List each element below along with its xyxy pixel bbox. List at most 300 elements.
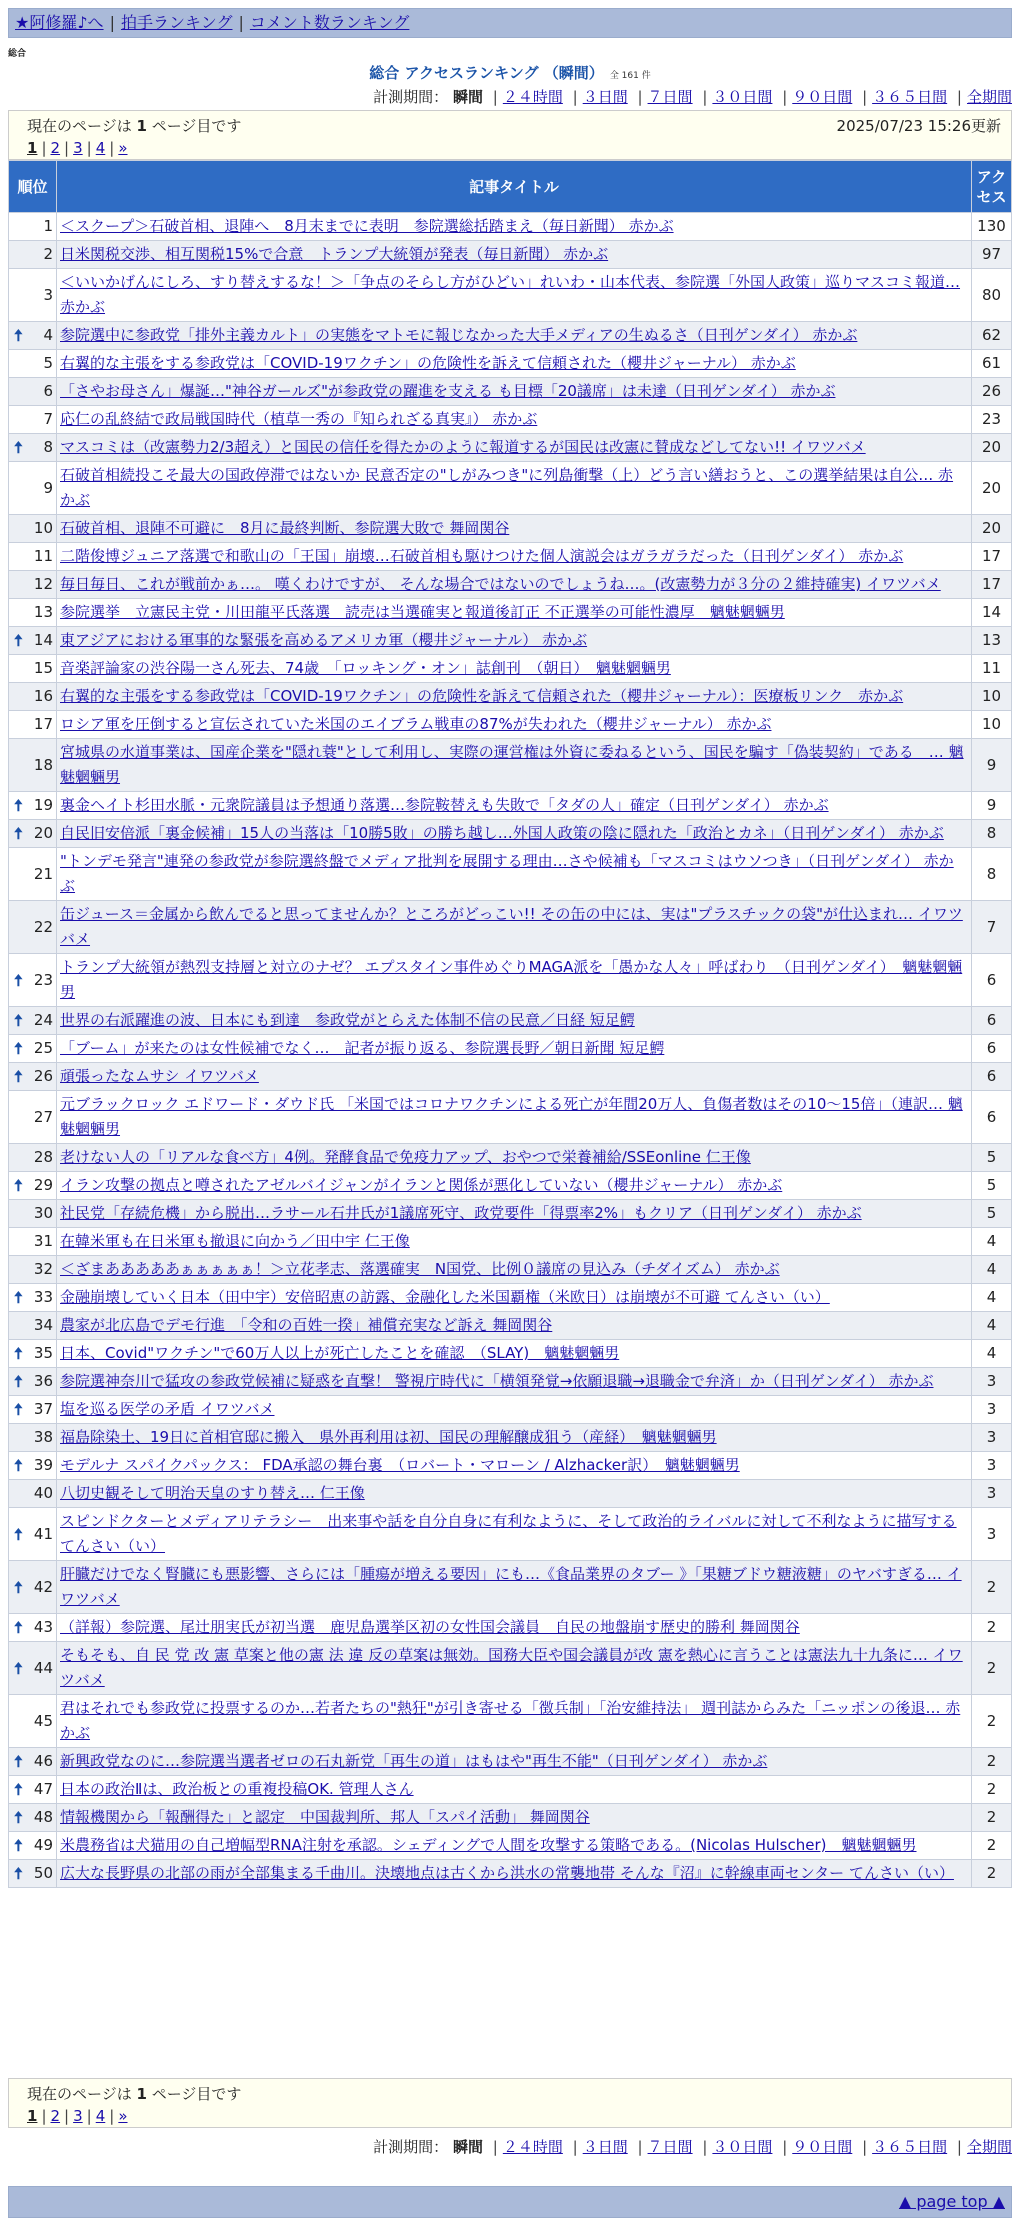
rank-number: 2 — [43, 245, 53, 263]
period-link[interactable]: ３０日間 — [712, 2138, 773, 2156]
title-cell — [57, 1424, 972, 1452]
up-arrow-icon: 🠅 — [14, 970, 23, 990]
title-cell — [57, 1256, 972, 1284]
table-row — [9, 1480, 1012, 1508]
rank-number: 48 — [33, 1808, 53, 1826]
page-info-top — [8, 110, 1012, 160]
access-count: 9 — [972, 792, 1012, 820]
rank-number: 33 — [33, 1288, 53, 1306]
article-link[interactable]: ロシア軍を圧倒すると宣伝されていた米国のエイブラム戦車の87%が失われた（櫻井ジャーナル） 赤かぶ — [60, 715, 772, 733]
access-count: 3 — [972, 1480, 1012, 1508]
table-row — [9, 1748, 1012, 1776]
article-link[interactable]: 世界の右派躍進の波、日本にも到達 参政党がとらえた体制不信の民意／日経 短足鰐 — [60, 1011, 635, 1029]
access-count: 5 — [972, 1144, 1012, 1172]
article-link[interactable]: ＜ざまあああああぁぁぁぁぁ！＞立花孝志、落選確実 N国党、比例０議席の見込み（チダイズム） 赤かぶ — [60, 1260, 780, 1278]
rank-cell — [9, 1804, 57, 1832]
article-link[interactable]: 東アジアにおける軍事的な緊張を高めるアメリカ軍（櫻井ジャーナル） 赤かぶ — [60, 631, 588, 649]
article-link[interactable]: 金融崩壊していく日本（田中宇）安倍昭恵の訪露、金融化した米国覇権（米欧日）は崩壊が不可避 てんさい（い） — [60, 1288, 830, 1306]
rank-cell — [9, 1480, 57, 1508]
article-link[interactable]: 宮城県の水道事業は、国産企業を"隠れ蓑"として利用し、実際の運営権は外資に委ねるという、国民を騙す「偽装契約」である … 魑魅魍魎男 — [60, 743, 964, 786]
rank-number: 41 — [33, 1524, 53, 1543]
access-count: 8 — [972, 848, 1012, 901]
rank-cell — [9, 1256, 57, 1284]
up-arrow-icon: 🠅 — [14, 1176, 23, 1195]
table-row — [9, 1007, 1012, 1035]
title-cell — [57, 406, 972, 434]
rank-number: 24 — [33, 1011, 53, 1029]
rank-cell — [9, 792, 57, 820]
article-link[interactable]: 毎日毎日、これが戦前かぁ…。 嘆くわけですが、 そんな場合ではないのでしょうね…。(改憲勢力が３分の２維持確実) イワツバメ — [60, 575, 941, 593]
access-count: 13 — [972, 627, 1012, 655]
article-link[interactable]: 福島除染土、19日に首相官邸に搬入 県外再利用は初、国民の理解醸成狙う（産経） 魑魅魍魎男 — [60, 1428, 717, 1446]
rank-number: 29 — [33, 1176, 53, 1194]
period-current: 瞬間 — [452, 2138, 483, 2156]
pager-current: 1 — [27, 2107, 38, 2125]
rank-cell — [9, 848, 57, 901]
title-cell — [57, 350, 972, 378]
title-cell — [57, 739, 972, 792]
title-cell — [57, 1804, 972, 1832]
access-count: 3 — [972, 1368, 1012, 1396]
table-row — [9, 901, 1012, 954]
current-page-text — [27, 2083, 993, 2105]
rank-number: 38 — [33, 1428, 53, 1446]
article-link[interactable]: 参院選中に参政党「排外主義カルト」の実態をマトモに報じなかった大手メディアの生ぬるさ（日刊ゲンダイ） 赤かぶ — [60, 326, 858, 344]
access-count: 6 — [972, 1035, 1012, 1063]
period-link[interactable]: ３６５日間 — [872, 2138, 948, 2156]
up-arrow-icon: 🠅 — [14, 631, 23, 650]
rank-number: 30 — [33, 1204, 53, 1222]
table-row — [9, 1312, 1012, 1340]
access-count: 6 — [972, 1007, 1012, 1035]
article-link[interactable]: 農家が北広島でデモ行進 「令和の百姓一揆」補償充実など訴え 舞岡関谷 — [60, 1316, 553, 1334]
period-link[interactable]: ３６５日間 — [872, 88, 948, 106]
article-link[interactable]: 在韓米軍も在日米軍も撤退に向かう／田中宇 仁王像 — [60, 1232, 410, 1250]
header-rank: 順位 — [9, 161, 57, 213]
rank-cell — [9, 1396, 57, 1424]
access-count: 17 — [972, 543, 1012, 571]
clap-ranking-link[interactable]: 拍手ランキング — [120, 13, 233, 32]
access-count: 5 — [972, 1200, 1012, 1228]
article-link[interactable]: 石破首相続投こそ最大の国政停滞ではないか 民意否定の"しがみつき"に列島衝撃（上）どう言い繕おうと、この選挙結果は自公… 赤かぶ — [60, 466, 954, 509]
rank-number: 44 — [33, 1658, 53, 1677]
access-count: 130 — [972, 213, 1012, 241]
title-cell — [57, 599, 972, 627]
ranking-table — [8, 160, 1012, 1888]
article-link[interactable]: そもそも、自 民 党 改 憲 草案と他の憲 法 違 反の草案は無効。国務大臣や国会議員が改 憲を熱心に言うことは憲法九十九条に… イワツバメ — [60, 1646, 963, 1689]
article-link[interactable]: 八切史観そして明治天皇のすり替え… 仁王像 — [60, 1484, 365, 1502]
rank-cell — [9, 378, 57, 406]
pager-current: 1 — [27, 139, 38, 157]
rank-cell — [9, 1695, 57, 1748]
rank-number: 4 — [43, 326, 53, 344]
article-link[interactable]: マスコミは（改憲勢力2/3超え）と国民の信任を得たかのように報道するが国民は改憲に賛成などしてない!! イワツバメ — [60, 438, 866, 456]
rank-number: 46 — [33, 1752, 53, 1770]
up-arrow-icon: 🠅 — [14, 1658, 23, 1678]
rank-number: 28 — [33, 1148, 53, 1166]
updated-timestamp: 2025/07/23 15:26更新 — [836, 117, 1001, 135]
article-link[interactable]: 右翼的な主張をする参政党は「COVID-19ワクチン」の危険性を訴えて信頼された（櫻井ジャーナル） 赤かぶ — [60, 354, 796, 372]
access-count: 2 — [972, 1776, 1012, 1804]
table-row — [9, 848, 1012, 901]
access-count: 2 — [972, 1642, 1012, 1695]
article-link[interactable]: 応仁の乱終結で政局戦国時代（植草一秀の『知られざる真実』） 赤かぶ — [60, 410, 538, 428]
rank-cell — [9, 269, 57, 322]
title-cell — [57, 543, 972, 571]
title-cell — [57, 1312, 972, 1340]
article-link[interactable]: （詳報）参院選、尾辻朋実氏が初当選 鹿児島選挙区初の女性国会議員 自民の地盤崩す歴史的勝利 舞岡関谷 — [60, 1618, 800, 1636]
rank-number: 37 — [33, 1400, 53, 1418]
article-link[interactable]: 日米関税交渉、相互関税15%で合意 トランプ大統領が発表（毎日新聞） 赤かぶ — [60, 245, 609, 263]
title-cell — [57, 1340, 972, 1368]
table-row — [9, 1396, 1012, 1424]
page-text-pre: 現在のページは — [27, 2085, 137, 2103]
period-link[interactable]: ２４時間 — [502, 2138, 563, 2156]
rank-number: 40 — [33, 1484, 53, 1502]
table-row — [9, 213, 1012, 241]
rank-cell — [9, 655, 57, 683]
rank-cell — [9, 434, 57, 462]
rank-cell — [9, 627, 57, 655]
title-cell — [57, 213, 972, 241]
title-cell — [57, 571, 972, 599]
article-link[interactable]: ＜いいかげんにしろ、すり替えするな！＞「争点のそらし方がひどい」れいわ・山本代表、参院選「外国人政策」巡りマスコミ報道… 赤かぶ — [60, 273, 961, 316]
rank-cell — [9, 1172, 57, 1200]
article-link[interactable]: 参院選挙 立憲民主党・川田龍平氏落選 読売は当選確実と報道後訂正 不正選挙の可能性濃厚 魑魅魍魎男 — [60, 603, 785, 621]
access-count: 2 — [972, 1614, 1012, 1642]
title-cell — [57, 1614, 972, 1642]
table-row — [9, 462, 1012, 515]
access-count: 23 — [972, 406, 1012, 434]
pager-link[interactable]: 2 — [50, 139, 61, 157]
page-text-post: ページ目です — [146, 117, 242, 135]
period-link[interactable]: ９０日間 — [792, 88, 853, 106]
access-count: 4 — [972, 1340, 1012, 1368]
table-row — [9, 1063, 1012, 1091]
rank-number: 3 — [43, 285, 53, 304]
page-info-bottom — [8, 2078, 1012, 2128]
title-cell — [57, 1480, 972, 1508]
rank-number: 49 — [33, 1836, 53, 1854]
table-row — [9, 711, 1012, 739]
access-count: 9 — [972, 739, 1012, 792]
rank-cell — [9, 350, 57, 378]
access-count: 6 — [972, 1091, 1012, 1144]
period-link[interactable]: ９０日間 — [792, 2138, 853, 2156]
title-cell — [57, 1396, 972, 1424]
article-link[interactable]: トランプ大統領が熱烈支持層と対立のナゼ？ エプスタイン事件めぐりMAGA派を「愚かな人々」呼ばわり （日刊ゲンダイ） 魑魅魍魎男 — [60, 958, 963, 1001]
access-count: 7 — [972, 901, 1012, 954]
rank-number: 42 — [33, 1577, 53, 1596]
up-arrow-icon: 🠅 — [14, 1836, 23, 1855]
article-link[interactable]: 裏金ヘイト杉田水脈・元衆院議員は予想通り落選…参院鞍替えも失敗で「タダの人」確定（日刊ゲンダイ） 赤かぶ — [60, 796, 829, 814]
rank-number: 39 — [33, 1456, 53, 1474]
period-link[interactable]: ７日間 — [647, 2138, 693, 2156]
article-link[interactable]: 日本の政治Ⅱは、政治板との重複投稿OK. 管理人さん — [60, 1780, 414, 1798]
access-count: 5 — [972, 1172, 1012, 1200]
rank-number: 32 — [33, 1260, 53, 1278]
article-link[interactable]: 米農務省は犬猫用の自己増幅型RNA注射を承認。シェディングで人間を攻撃する策略である。(Nicolas Hulscher) 魑魅魍魎男 — [60, 1836, 917, 1854]
period-link[interactable]: ３０日間 — [712, 88, 773, 106]
rank-cell — [9, 1228, 57, 1256]
up-arrow-icon: 🠅 — [14, 1011, 23, 1030]
pager-link[interactable]: 4 — [95, 2107, 106, 2125]
article-link[interactable]: 塩を巡る医学の矛盾 イワツバメ — [60, 1400, 275, 1418]
rank-cell — [9, 1748, 57, 1776]
pager-link[interactable]: 3 — [73, 139, 83, 157]
table-row — [9, 1642, 1012, 1695]
home-link[interactable]: ★阿修羅♪へ — [15, 13, 104, 32]
page-text-pre: 現在のページは — [27, 117, 137, 135]
table-row — [9, 792, 1012, 820]
article-link[interactable]: 参院選神奈川で猛攻の参政党候補に疑惑を直撃！ 警視庁時代に「横領発覚→依願退職→退職金で弁済」か（日刊ゲンダイ） 赤かぶ — [60, 1372, 934, 1390]
rank-cell — [9, 1007, 57, 1035]
table-row — [9, 1200, 1012, 1228]
rank-cell — [9, 1091, 57, 1144]
pager: 1 | 2 | 3 | 4 | » — [27, 2107, 128, 2125]
rank-cell — [9, 1508, 57, 1561]
article-link[interactable]: 頑張ったなムサシ イワツバメ — [60, 1067, 259, 1085]
article-link[interactable]: 日本、Covid"ワクチン"で60万人以上が死亡したことを確認 （SLAY) 魑魅魍魎男 — [60, 1344, 620, 1362]
article-link[interactable]: 老けない人の「リアルな食べ方」4例。発酵食品で免疫力アップ、おやつで栄養補給/SSEonline 仁王像 — [60, 1148, 751, 1166]
rank-number: 35 — [33, 1344, 53, 1362]
article-link[interactable]: イラン攻撃の拠点と噂されたアゼルバイジャンがイランと関係が悪化していない（櫻井ジャーナル） 赤かぶ — [60, 1176, 783, 1194]
access-count: 26 — [972, 378, 1012, 406]
title-cell — [57, 434, 972, 462]
article-link[interactable]: 情報機関から「報酬得た」と認定 中国裁判所、邦人「スパイ活動」 舞岡関谷 — [60, 1808, 590, 1826]
rank-cell — [9, 1614, 57, 1642]
rank-cell — [9, 1368, 57, 1396]
access-count: 97 — [972, 241, 1012, 269]
page-top-link[interactable]: ▲ page top ▲ — [898, 2192, 1005, 2211]
rank-number: 16 — [33, 687, 53, 705]
period-label: 計測期間： — [373, 2138, 449, 2156]
title-cell — [57, 711, 972, 739]
up-arrow-icon: 🠅 — [14, 1780, 23, 1799]
title-cell — [57, 378, 972, 406]
table-row — [9, 1804, 1012, 1832]
table-row — [9, 739, 1012, 792]
table-row — [9, 1256, 1012, 1284]
rank-cell — [9, 1642, 57, 1695]
rank-number: 7 — [43, 410, 53, 428]
page-number: 1 — [136, 117, 147, 135]
up-arrow-icon: 🠅 — [14, 438, 23, 457]
rank-cell — [9, 954, 57, 1007]
article-link[interactable]: スピンドクターとメディアリテラシー 出来事や話を自分自身に有利なように、そして政治的ライバルに対して不利なように描写する てんさい（い） — [60, 1512, 957, 1555]
pager-link[interactable]: 3 — [73, 2107, 83, 2125]
rank-cell — [9, 711, 57, 739]
article-link[interactable]: 社民党「存続危機」から脱出…ラサール石井氏が1議席死守、政党要件「得票率2%」もクリア（日刊ゲンダイ） 赤かぶ — [60, 1204, 862, 1222]
up-arrow-icon: 🠅 — [14, 1577, 23, 1597]
article-link[interactable]: 「さやお母さん」爆誕…"神谷ガールズ"が参政党の躍進を支える も目標「20議席」は未達（日刊ゲンダイ） 赤かぶ — [60, 382, 836, 400]
page-title — [0, 62, 1020, 83]
table-row — [9, 241, 1012, 269]
rank-number: 19 — [33, 796, 53, 814]
period-link[interactable]: ２４時間 — [502, 88, 563, 106]
rank-cell — [9, 406, 57, 434]
title-cell — [57, 1091, 972, 1144]
rank-cell — [9, 213, 57, 241]
table-row — [9, 434, 1012, 462]
rank-number: 18 — [33, 755, 53, 774]
title-cell — [57, 1172, 972, 1200]
rank-number: 13 — [33, 603, 53, 621]
access-count: 10 — [972, 711, 1012, 739]
pager-link[interactable]: 2 — [50, 2107, 61, 2125]
table-row — [9, 1832, 1012, 1860]
rank-cell — [9, 1200, 57, 1228]
access-count: 3 — [972, 1452, 1012, 1480]
period-selector-top: 計測期間： 瞬間 | ２４時間 | ３日間 | ７日間 | ３０日間 | ９０日間 | ３６５日間 | 全期間 — [373, 88, 1012, 106]
title-cell — [57, 269, 972, 322]
article-link[interactable]: 肝臓だけでなく腎臓にも悪影響、さらには「腫瘍が増える要因」にも…《食品業界のタブー 》「果糖ブドウ糖液糖」のヤバすぎる… イワツバメ — [60, 1565, 962, 1608]
rank-cell — [9, 1340, 57, 1368]
pager-link[interactable]: 4 — [95, 139, 106, 157]
rank-number: 17 — [33, 715, 53, 733]
rank-cell — [9, 1035, 57, 1063]
title-cell — [57, 241, 972, 269]
access-count: 8 — [972, 820, 1012, 848]
title-cell — [57, 1144, 972, 1172]
title-cell — [57, 683, 972, 711]
title-cell — [57, 1228, 972, 1256]
up-arrow-icon: 🠅 — [14, 1288, 23, 1307]
article-link[interactable]: 広大な長野県の北部の雨が全部集まる千曲川。決壊地点は古くから洪水の常襲地帯 そんな『沼』に幹線車両センター てんさい（い） — [60, 1864, 954, 1882]
article-link[interactable]: 音楽評論家の渋谷陽一さん死去、74歳 「ロッキング・オン」誌創刊 （朝日） 魑魅魍魎男 — [60, 659, 671, 677]
comment-ranking-link[interactable]: コメント数ランキング — [249, 13, 410, 32]
rank-cell — [9, 1424, 57, 1452]
access-count: 2 — [972, 1695, 1012, 1748]
rank-number: 34 — [33, 1316, 53, 1334]
table-row — [9, 515, 1012, 543]
rank-cell — [9, 515, 57, 543]
up-arrow-icon: 🠅 — [14, 1344, 23, 1363]
title-cell — [57, 792, 972, 820]
rank-cell — [9, 1312, 57, 1340]
title-cell — [57, 848, 972, 901]
rank-cell — [9, 901, 57, 954]
page-number: 1 — [136, 2085, 147, 2103]
rank-number: 31 — [33, 1232, 53, 1250]
rank-number: 26 — [33, 1067, 53, 1085]
table-row — [9, 406, 1012, 434]
table-row — [9, 350, 1012, 378]
title-cell — [57, 1035, 972, 1063]
access-count: 2 — [972, 1832, 1012, 1860]
period-link[interactable]: 全期間 — [966, 88, 1012, 106]
header-access: アクセス — [972, 161, 1012, 213]
access-count: 3 — [972, 1424, 1012, 1452]
period-selector-bottom: 計測期間： 瞬間 | ２４時間 | ３日間 | ７日間 | ３０日間 | ９０日間 | ３６５日間 | 全期間 — [373, 2138, 1012, 2156]
title-cell — [57, 655, 972, 683]
period-link[interactable]: ７日間 — [647, 88, 693, 106]
table-row — [9, 1424, 1012, 1452]
up-arrow-icon: 🠅 — [14, 796, 23, 815]
category-label: 総合 — [8, 49, 27, 59]
title-cell — [57, 1452, 972, 1480]
up-arrow-icon: 🠅 — [14, 1864, 23, 1883]
rank-number: 12 — [33, 575, 53, 593]
title-cell — [57, 322, 972, 350]
access-count: 2 — [972, 1804, 1012, 1832]
article-link[interactable]: 新興政党なのに…参院選当選者ゼロの石丸新党「再生の道」はもはや"再生不能"（日刊ゲンダイ） 赤かぶ — [60, 1752, 768, 1770]
pager-next[interactable]: » — [118, 2107, 128, 2125]
access-count: 62 — [972, 322, 1012, 350]
table-row — [9, 322, 1012, 350]
up-arrow-icon: 🠅 — [14, 1752, 23, 1771]
period-link[interactable]: ３日間 — [582, 2138, 628, 2156]
table-row — [9, 627, 1012, 655]
title-cell — [57, 627, 972, 655]
total-count: 全 161 件 — [609, 71, 651, 81]
title-cell — [57, 820, 972, 848]
rank-cell — [9, 462, 57, 515]
period-link[interactable]: ３日間 — [582, 88, 628, 106]
up-arrow-icon: 🠅 — [14, 1400, 23, 1419]
table-row — [9, 1561, 1012, 1614]
table-row — [9, 1172, 1012, 1200]
access-count: 61 — [972, 350, 1012, 378]
rank-cell — [9, 1284, 57, 1312]
period-link[interactable]: 全期間 — [966, 2138, 1012, 2156]
table-row — [9, 1035, 1012, 1063]
up-arrow-icon: 🠅 — [14, 1372, 23, 1391]
rank-cell — [9, 1452, 57, 1480]
article-link[interactable]: "トンデモ発言"連発の参政党が参院選終盤でメディア批判を展開する理由…さや候補も「マスコミはウソつき」（日刊ゲンダイ） 赤かぶ — [60, 852, 954, 895]
access-count: 20 — [972, 434, 1012, 462]
rank-number: 1 — [43, 217, 53, 235]
rank-cell — [9, 1063, 57, 1091]
table-row — [9, 1340, 1012, 1368]
article-link[interactable]: 二階俊博ジュニア落選で和歌山の「王国」崩壊…石破首相も駆けつけた個人演説会はガラガラだった（日刊ゲンダイ） 赤かぶ — [60, 547, 904, 565]
table-row — [9, 543, 1012, 571]
article-link[interactable]: 君はそれでも参政党に投票するのか…若者たちの"熱狂"が引き寄せる「徴兵制」「治安維持法」 週刊誌からみた「ニッポンの後退… 赤かぶ — [60, 1699, 961, 1742]
article-link[interactable]: モデルナ スパイクパックス： FDA承認の舞台裏 （ロバート・マローン / Alzhacker訳） 魑魅魍魎男 — [60, 1456, 740, 1474]
rank-number: 14 — [33, 631, 53, 649]
rank-number: 36 — [33, 1372, 53, 1390]
title-cell — [57, 1776, 972, 1804]
rank-number: 21 — [33, 864, 53, 883]
rank-cell — [9, 1561, 57, 1614]
table-row — [9, 571, 1012, 599]
table-row — [9, 954, 1012, 1007]
article-link[interactable]: ＜スクープ＞石破首相、退陣へ 8月末までに表明 参院選総括踏まえ（毎日新聞） 赤かぶ — [60, 217, 674, 235]
article-link[interactable]: 元ブラックロック エドワード・ダウド氏 「米国ではコロナワクチンによる死亡が年間20万人、負傷者数はその10～15倍」（連訳… 魑魅魍魎男 — [60, 1095, 963, 1138]
table-row — [9, 1776, 1012, 1804]
title-cell — [57, 954, 972, 1007]
pager-next[interactable]: » — [118, 139, 128, 157]
rank-number: 20 — [33, 824, 53, 842]
rank-cell — [9, 683, 57, 711]
rank-number: 22 — [33, 917, 53, 936]
table-row — [9, 1508, 1012, 1561]
rank-cell — [9, 739, 57, 792]
rank-cell — [9, 543, 57, 571]
article-link[interactable]: 石破首相、退陣不可避に 8月に最終判断、参院選大敗で 舞岡関谷 — [60, 519, 510, 537]
rank-number: 9 — [43, 478, 53, 497]
rank-cell — [9, 820, 57, 848]
article-link[interactable]: 缶ジュース＝金属から飲んでると思ってませんか？ところがどっこい!! その缶の中には、実は"プラスチックの袋"が仕込まれ… イワツバメ — [60, 905, 963, 948]
title-cell — [57, 1860, 972, 1888]
table-row — [9, 1228, 1012, 1256]
title-cell — [57, 1748, 972, 1776]
article-link[interactable]: 「ブーム」が来たのは女性候補でなく… 記者が振り返る、参院選長野／朝日新聞 短足鰐 — [60, 1039, 665, 1057]
title-cell — [57, 1284, 972, 1312]
article-link[interactable]: 右翼的な主張をする参政党は「COVID-19ワクチン」の危険性を訴えて信頼された（櫻井ジャーナル）：医療板リンク 赤かぶ — [60, 687, 904, 705]
article-link[interactable]: 自民旧安倍派「裏金候補」15人の当落は「10勝5敗」の勝ち越し…外国人政策の陰に隠れた「政治とカネ」（日刊ゲンダイ） 赤かぶ — [60, 824, 944, 842]
title-cell — [57, 901, 972, 954]
